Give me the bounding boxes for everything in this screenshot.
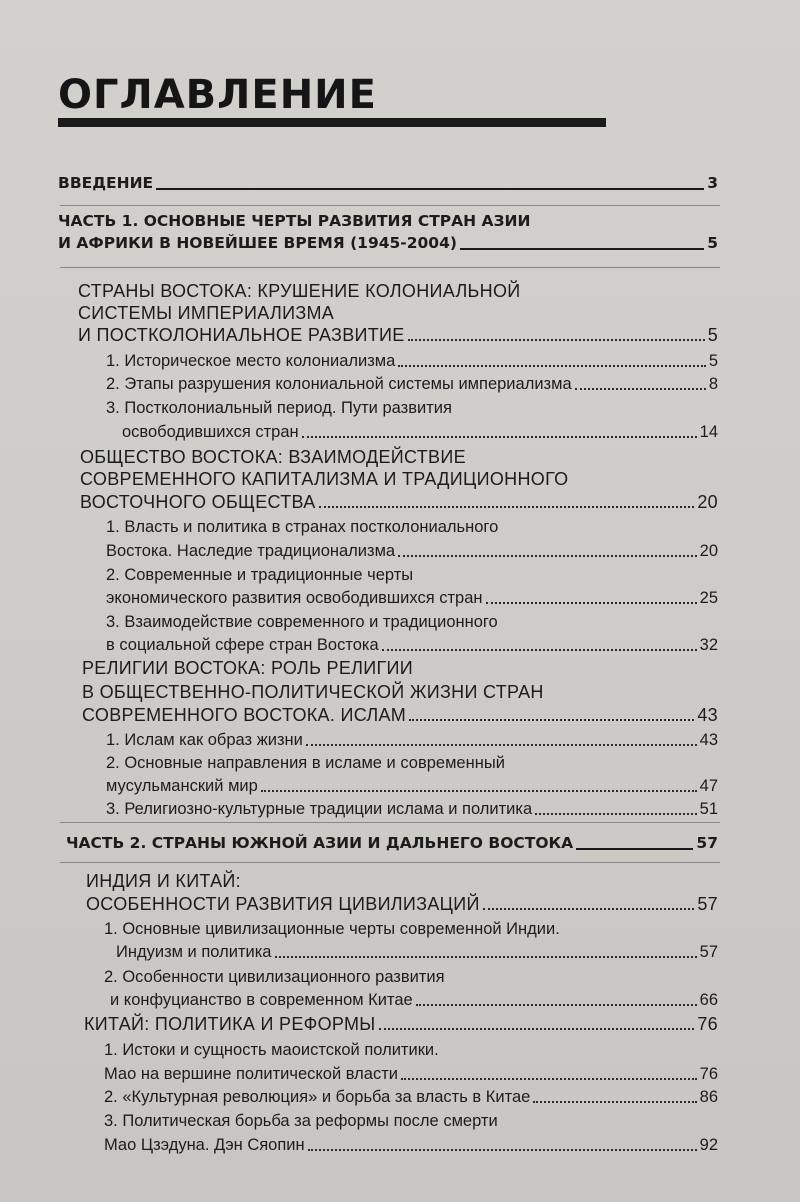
toc-entry — [104, 918, 718, 940]
toc-leader — [319, 506, 695, 508]
toc-entry-title: КИТАЙ: ПОЛИТИКА И РЕФОРМЫ — [84, 1014, 376, 1034]
toc-leader — [576, 848, 693, 850]
toc-entry-title: ВВЕДЕНИЕ — [58, 174, 154, 192]
toc-page-number: 76 — [697, 1014, 718, 1034]
toc-page-number: 76 — [699, 1065, 718, 1083]
toc-leader — [398, 555, 697, 557]
toc-entry — [106, 775, 718, 797]
toc-leader — [460, 248, 704, 250]
toc-leader — [302, 436, 697, 438]
toc-entry — [80, 468, 718, 490]
toc-leader — [483, 908, 695, 910]
toc-leader — [398, 365, 706, 367]
toc-entry — [58, 232, 718, 254]
toc-leader — [401, 1078, 697, 1080]
toc-page-number: 92 — [699, 1136, 718, 1154]
toc-entry-title: и конфуцианство в современном Китае — [110, 991, 413, 1009]
toc-entry — [116, 941, 718, 963]
toc-leader — [416, 1004, 697, 1006]
toc-entry-title: РЕЛИГИИ ВОСТОКА: РОЛЬ РЕЛИГИИ — [82, 658, 413, 678]
toc-entry-title: ОБЩЕСТВО ВОСТОКА: ВЗАИМОДЕЙСТВИЕ — [80, 447, 466, 467]
toc-entry-title: ОСОБЕННОСТИ РАЗВИТИЯ ЦИВИЛИЗАЦИЙ — [86, 894, 480, 914]
toc-entry — [78, 280, 718, 302]
toc-entry — [104, 1039, 718, 1061]
section-divider — [60, 862, 720, 863]
toc-entry-title: СОВРЕМЕННОГО КАПИТАЛИЗМА И ТРАДИЦИОННОГО — [80, 469, 569, 489]
toc-page-number: 20 — [699, 542, 718, 560]
toc-entry — [106, 350, 718, 372]
toc-entry-title: ЧАСТЬ 2. СТРАНЫ ЮЖНОЙ АЗИИ И ДАЛЬНЕГО ВОСТОКА — [66, 834, 574, 852]
toc-leader — [275, 956, 697, 958]
toc-entry — [58, 172, 718, 194]
toc-page-number: 47 — [699, 777, 718, 795]
toc-entry-title: 1. Власть и политика в странах постколониального — [106, 518, 499, 536]
toc-entry — [106, 798, 718, 820]
toc-entry — [106, 516, 718, 538]
toc-page-number: 51 — [699, 800, 718, 818]
toc-entry-title: 2. Этапы разрушения колониальной системы империализма — [106, 375, 572, 393]
toc-entry — [106, 729, 718, 751]
toc-entry-title: Мао Цзэдуна. Дэн Сяопин — [104, 1136, 305, 1154]
toc-page-number: 57 — [699, 943, 718, 961]
toc-entry — [86, 870, 718, 892]
toc-entry-title: СТРАНЫ ВОСТОКА: КРУШЕНИЕ КОЛОНИАЛЬНОЙ — [78, 281, 521, 301]
toc-leader — [408, 339, 705, 341]
toc-leader — [575, 388, 706, 390]
toc-entry — [82, 657, 718, 679]
toc-page-number: 3 — [707, 174, 718, 192]
toc-entry — [84, 1013, 718, 1035]
toc-leader — [261, 790, 697, 792]
toc-entry-title: 2. Современные и традиционные черты — [106, 566, 414, 584]
toc-entry-title: освободившихся стран — [122, 423, 299, 441]
toc-entry-title: экономического развития освободившихся стран — [106, 589, 483, 607]
toc-entry — [80, 446, 718, 468]
toc-entry-title: И АФРИКИ В НОВЕЙШЕЕ ВРЕМЯ (1945-2004) — [58, 234, 457, 252]
toc-page-number: 57 — [696, 834, 718, 852]
toc-entry — [66, 832, 718, 854]
toc-entry-title: ЧАСТЬ 1. ОСНОВНЫЕ ЧЕРТЫ РАЗВИТИЯ СТРАН АЗИИ — [58, 212, 531, 230]
toc-leader — [486, 602, 697, 604]
toc-entry — [106, 564, 718, 586]
section-divider — [60, 205, 720, 206]
toc-page-number: 8 — [708, 375, 718, 393]
toc-page-number: 66 — [699, 991, 718, 1009]
toc-page-number: 5 — [707, 325, 718, 345]
toc-page-number: 43 — [697, 705, 718, 725]
title-underline — [58, 118, 606, 127]
toc-entry — [110, 989, 718, 1011]
toc-page-number: 86 — [699, 1088, 718, 1106]
toc-entry-title: в социальной сфере стран Востока — [106, 636, 379, 654]
toc-entry — [104, 1063, 718, 1085]
toc-entry-title: Востока. Наследие традиционализма — [106, 542, 396, 560]
toc-entry-title: 2. «Культурная революция» и борьба за власть в Китае — [104, 1088, 531, 1106]
toc-entry — [78, 302, 718, 324]
toc-entry — [58, 210, 718, 232]
toc-entry — [82, 681, 718, 703]
toc-entry-title: Индуизм и политика — [116, 943, 272, 961]
toc-leader — [409, 719, 694, 721]
toc-leader — [535, 813, 697, 815]
toc-entry-title: ИНДИЯ И КИТАЙ: — [86, 871, 241, 891]
toc-entry-title: 3. Постколониальный период. Пути развития — [106, 399, 452, 417]
toc-entry-title: 1. Основные цивилизационные черты современной Индии. — [104, 920, 560, 938]
toc-page-number: 43 — [699, 731, 718, 749]
toc-leader — [308, 1149, 697, 1151]
toc-entry — [78, 324, 718, 346]
toc-page-number: 5 — [707, 234, 718, 252]
toc-entry — [80, 491, 718, 513]
toc-entry-title: СОВРЕМЕННОГО ВОСТОКА. ИСЛАМ — [82, 705, 407, 725]
toc-entry-title: 2. Основные направления в исламе и современный — [106, 754, 505, 772]
toc-entry-title: 1. Историческое место колониализма — [106, 352, 396, 370]
toc-entry-title: 3. Политическая борьба за реформы после смерти — [104, 1112, 498, 1130]
toc-page-number: 25 — [699, 589, 718, 607]
toc-entry-title: 1. Истоки и сущность маоистской политики. — [104, 1041, 439, 1059]
toc-leader — [382, 649, 697, 651]
section-divider — [60, 822, 720, 823]
toc-page-number: 20 — [697, 492, 718, 512]
toc-entry — [106, 373, 718, 395]
toc-entry-title: ВОСТОЧНОГО ОБЩЕСТВА — [80, 492, 316, 512]
toc-entry-title: СИСТЕМЫ ИМПЕРИАЛИЗМА — [78, 303, 335, 323]
toc-leader — [306, 744, 697, 746]
toc-entry — [106, 752, 718, 774]
toc-entry-title: И ПОСТКОЛОНИАЛЬНОЕ РАЗВИТИЕ — [78, 325, 405, 345]
toc-entry-title: 2. Особенности цивилизационного развития — [104, 968, 445, 986]
section-divider — [60, 267, 720, 268]
toc-page-number: 57 — [697, 894, 718, 914]
toc-leader — [379, 1028, 695, 1030]
toc-entry-title: Мао на вершине политической власти — [104, 1065, 398, 1083]
toc-entry-title: 1. Ислам как образ жизни — [106, 731, 303, 749]
toc-entry — [104, 1086, 718, 1108]
toc-entry — [106, 540, 718, 562]
toc-entry — [104, 1110, 718, 1132]
toc-entry-title: мусульманский мир — [106, 777, 258, 795]
toc-page-number: 32 — [699, 636, 718, 654]
toc-entry — [106, 397, 718, 419]
toc-entry — [106, 611, 718, 633]
toc-entry-title: В ОБЩЕСТВЕННО-ПОЛИТИЧЕСКОЙ ЖИЗНИ СТРАН — [82, 682, 544, 702]
toc-entry — [82, 704, 718, 726]
toc-entry-title: 3. Взаимодействие современного и традиционного — [106, 613, 498, 631]
toc-entry — [104, 1134, 718, 1156]
toc-page-number: 14 — [699, 423, 718, 441]
toc-entry — [106, 634, 718, 656]
toc-page-number: 5 — [708, 352, 718, 370]
toc-entry — [106, 587, 718, 609]
page-title: ОГЛАВЛЕНИЕ — [58, 72, 377, 118]
toc-entry — [86, 893, 718, 915]
toc-entry — [104, 966, 718, 988]
toc-leader — [533, 1101, 696, 1103]
toc-entry-title: 3. Религиозно-культурные традиции ислама и политика — [106, 800, 533, 818]
toc-entry — [122, 421, 718, 443]
toc-leader — [156, 188, 704, 190]
